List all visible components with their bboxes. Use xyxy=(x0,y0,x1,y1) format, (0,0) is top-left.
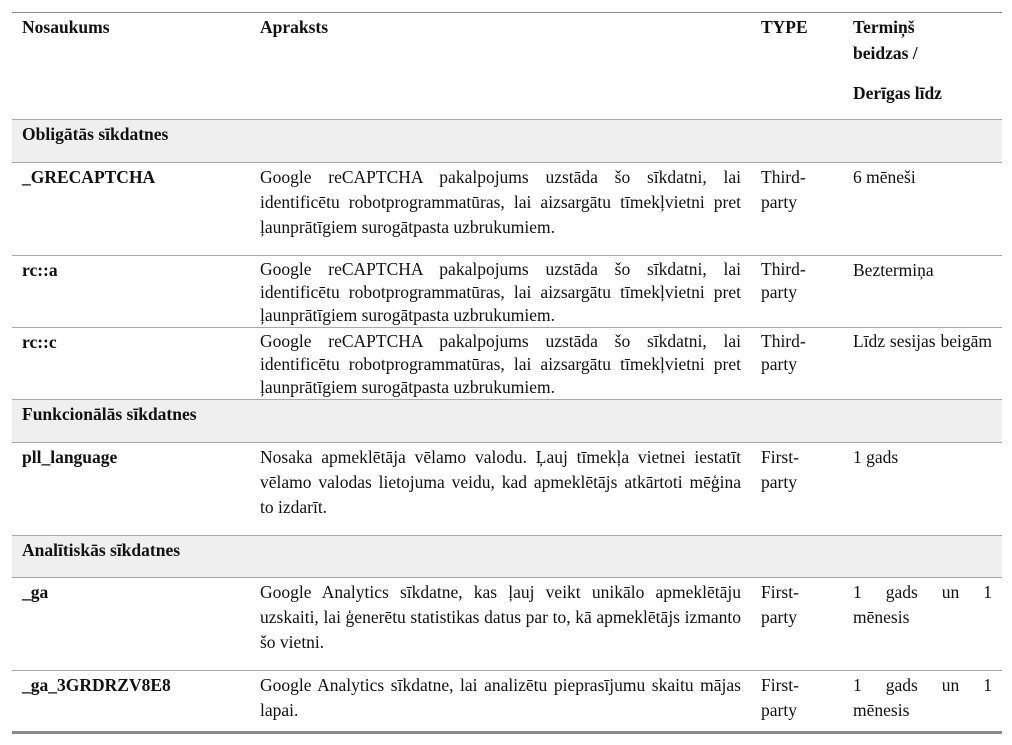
cookie-name: _ga xyxy=(22,582,49,602)
table-row xyxy=(12,327,1002,399)
cookie-description: Nosaka apmeklētāja vēlamo valodu. Ļauj tīmekļa vietnei iestatīt vēlamo valodas lietojuma veidu, kad apmeklētājs atkārtoti mēģina to izdarīt. xyxy=(260,447,741,517)
header-expiry-line-1: Termiņš xyxy=(853,17,915,37)
cookie-description: Google Analytics sīkdatne, lai analizētu pieprasījumu skaitu mājas lapai. xyxy=(260,675,741,720)
section-analytics xyxy=(12,535,1002,577)
cookie-type xyxy=(761,165,841,215)
cookie-type-line-1: First- xyxy=(761,447,799,467)
cookie-expiry: 1 gads un 1 mēnesis xyxy=(853,582,992,627)
cookie-type xyxy=(761,330,841,376)
table-row xyxy=(12,442,1002,535)
cookie-description: Google reCAPTCHA pakalpojums uzstāda šo sīkdatni, lai identificētu robotprogrammatūras, lai aizsargātu tīmekļvietni pret ļaunprātīgiem surogātpasta uzbrukumiem. xyxy=(260,331,741,397)
section-title: Funkcionālās sīkdatnes xyxy=(22,404,197,424)
section-title: Obligātās sīkdatnes xyxy=(22,124,169,144)
cookie-type-line-1: Third- xyxy=(761,167,806,187)
section-required xyxy=(12,119,1002,162)
table-row xyxy=(12,670,1002,737)
table-header xyxy=(12,12,1002,119)
cookie-description: Google Analytics sīkdatne, kas ļauj veikt unikālo apmeklētāju uzskaiti, lai ģenerētu statistikas datus par to, kā apmeklētājs izmanto šo vietni. xyxy=(260,582,741,652)
cookie-type xyxy=(761,445,841,495)
cookie-table xyxy=(12,12,1002,737)
header-expiry-line-2: beidzas / xyxy=(853,43,918,63)
cookie-description: Google reCAPTCHA pakalpojums uzstāda šo sīkdatni, lai identificētu robotprogrammatūras, lai aizsargātu tīmekļvietni pret ļaunprātīgiem surogātpasta uzbrukumiem. xyxy=(260,259,741,325)
cookie-description: Google reCAPTCHA pakalpojums uzstāda šo sīkdatni, lai identificētu robotprogrammatūras, lai aizsargātu tīmekļvietni pret ļaunprātīgiem surogātpasta uzbrukumiem. xyxy=(260,167,741,237)
cookie-expiry: Beztermiņa xyxy=(853,260,934,280)
cookie-name: rc::a xyxy=(22,260,58,280)
cookie-type-line-2: party xyxy=(761,282,797,302)
cookie-type-line-1: Third- xyxy=(761,259,806,279)
cookie-expiry: 6 mēneši xyxy=(853,167,916,187)
cookie-type-line-1: First- xyxy=(761,675,799,695)
header-expiry xyxy=(853,15,992,106)
cookie-expiry: 1 gads xyxy=(853,447,899,467)
cookie-expiry-text: Līdz sesijas beigām xyxy=(853,331,992,351)
cookie-type xyxy=(761,673,841,723)
cookie-type xyxy=(761,258,841,304)
cookie-type-line-2: party xyxy=(761,354,797,374)
table-row xyxy=(12,255,1002,327)
cookie-type-line-1: Third- xyxy=(761,331,806,351)
cookie-type-line-2: party xyxy=(761,700,797,720)
cookie-type-line-2: party xyxy=(761,607,797,627)
header-expiry-line-3: Derīgas līdz xyxy=(853,83,942,103)
cookie-type xyxy=(761,580,841,630)
table-bottom-border xyxy=(12,731,1002,734)
cookie-type-line-1: First- xyxy=(761,582,799,602)
cookie-type-line-2: party xyxy=(761,192,797,212)
cookie-name: pll_language xyxy=(22,447,118,467)
cookie-expiry: 1 gads un 1 mēnesis xyxy=(853,675,992,720)
cookie-type-line-2: party xyxy=(761,472,797,492)
table-row xyxy=(12,577,1002,670)
section-functional xyxy=(12,399,1002,442)
table-row xyxy=(12,162,1002,255)
header-name: Nosaukums xyxy=(22,17,110,37)
cookie-name: _GRECAPTCHA xyxy=(22,167,156,187)
header-description: Apraksts xyxy=(260,17,329,37)
section-title: Analītiskās sīkdatnes xyxy=(22,540,181,560)
cookie-name: _ga_3GRDRZV8E8 xyxy=(22,675,171,695)
cookie-name: rc::c xyxy=(22,332,57,352)
cookie-expiry xyxy=(853,330,992,353)
header-type: TYPE xyxy=(761,17,808,37)
